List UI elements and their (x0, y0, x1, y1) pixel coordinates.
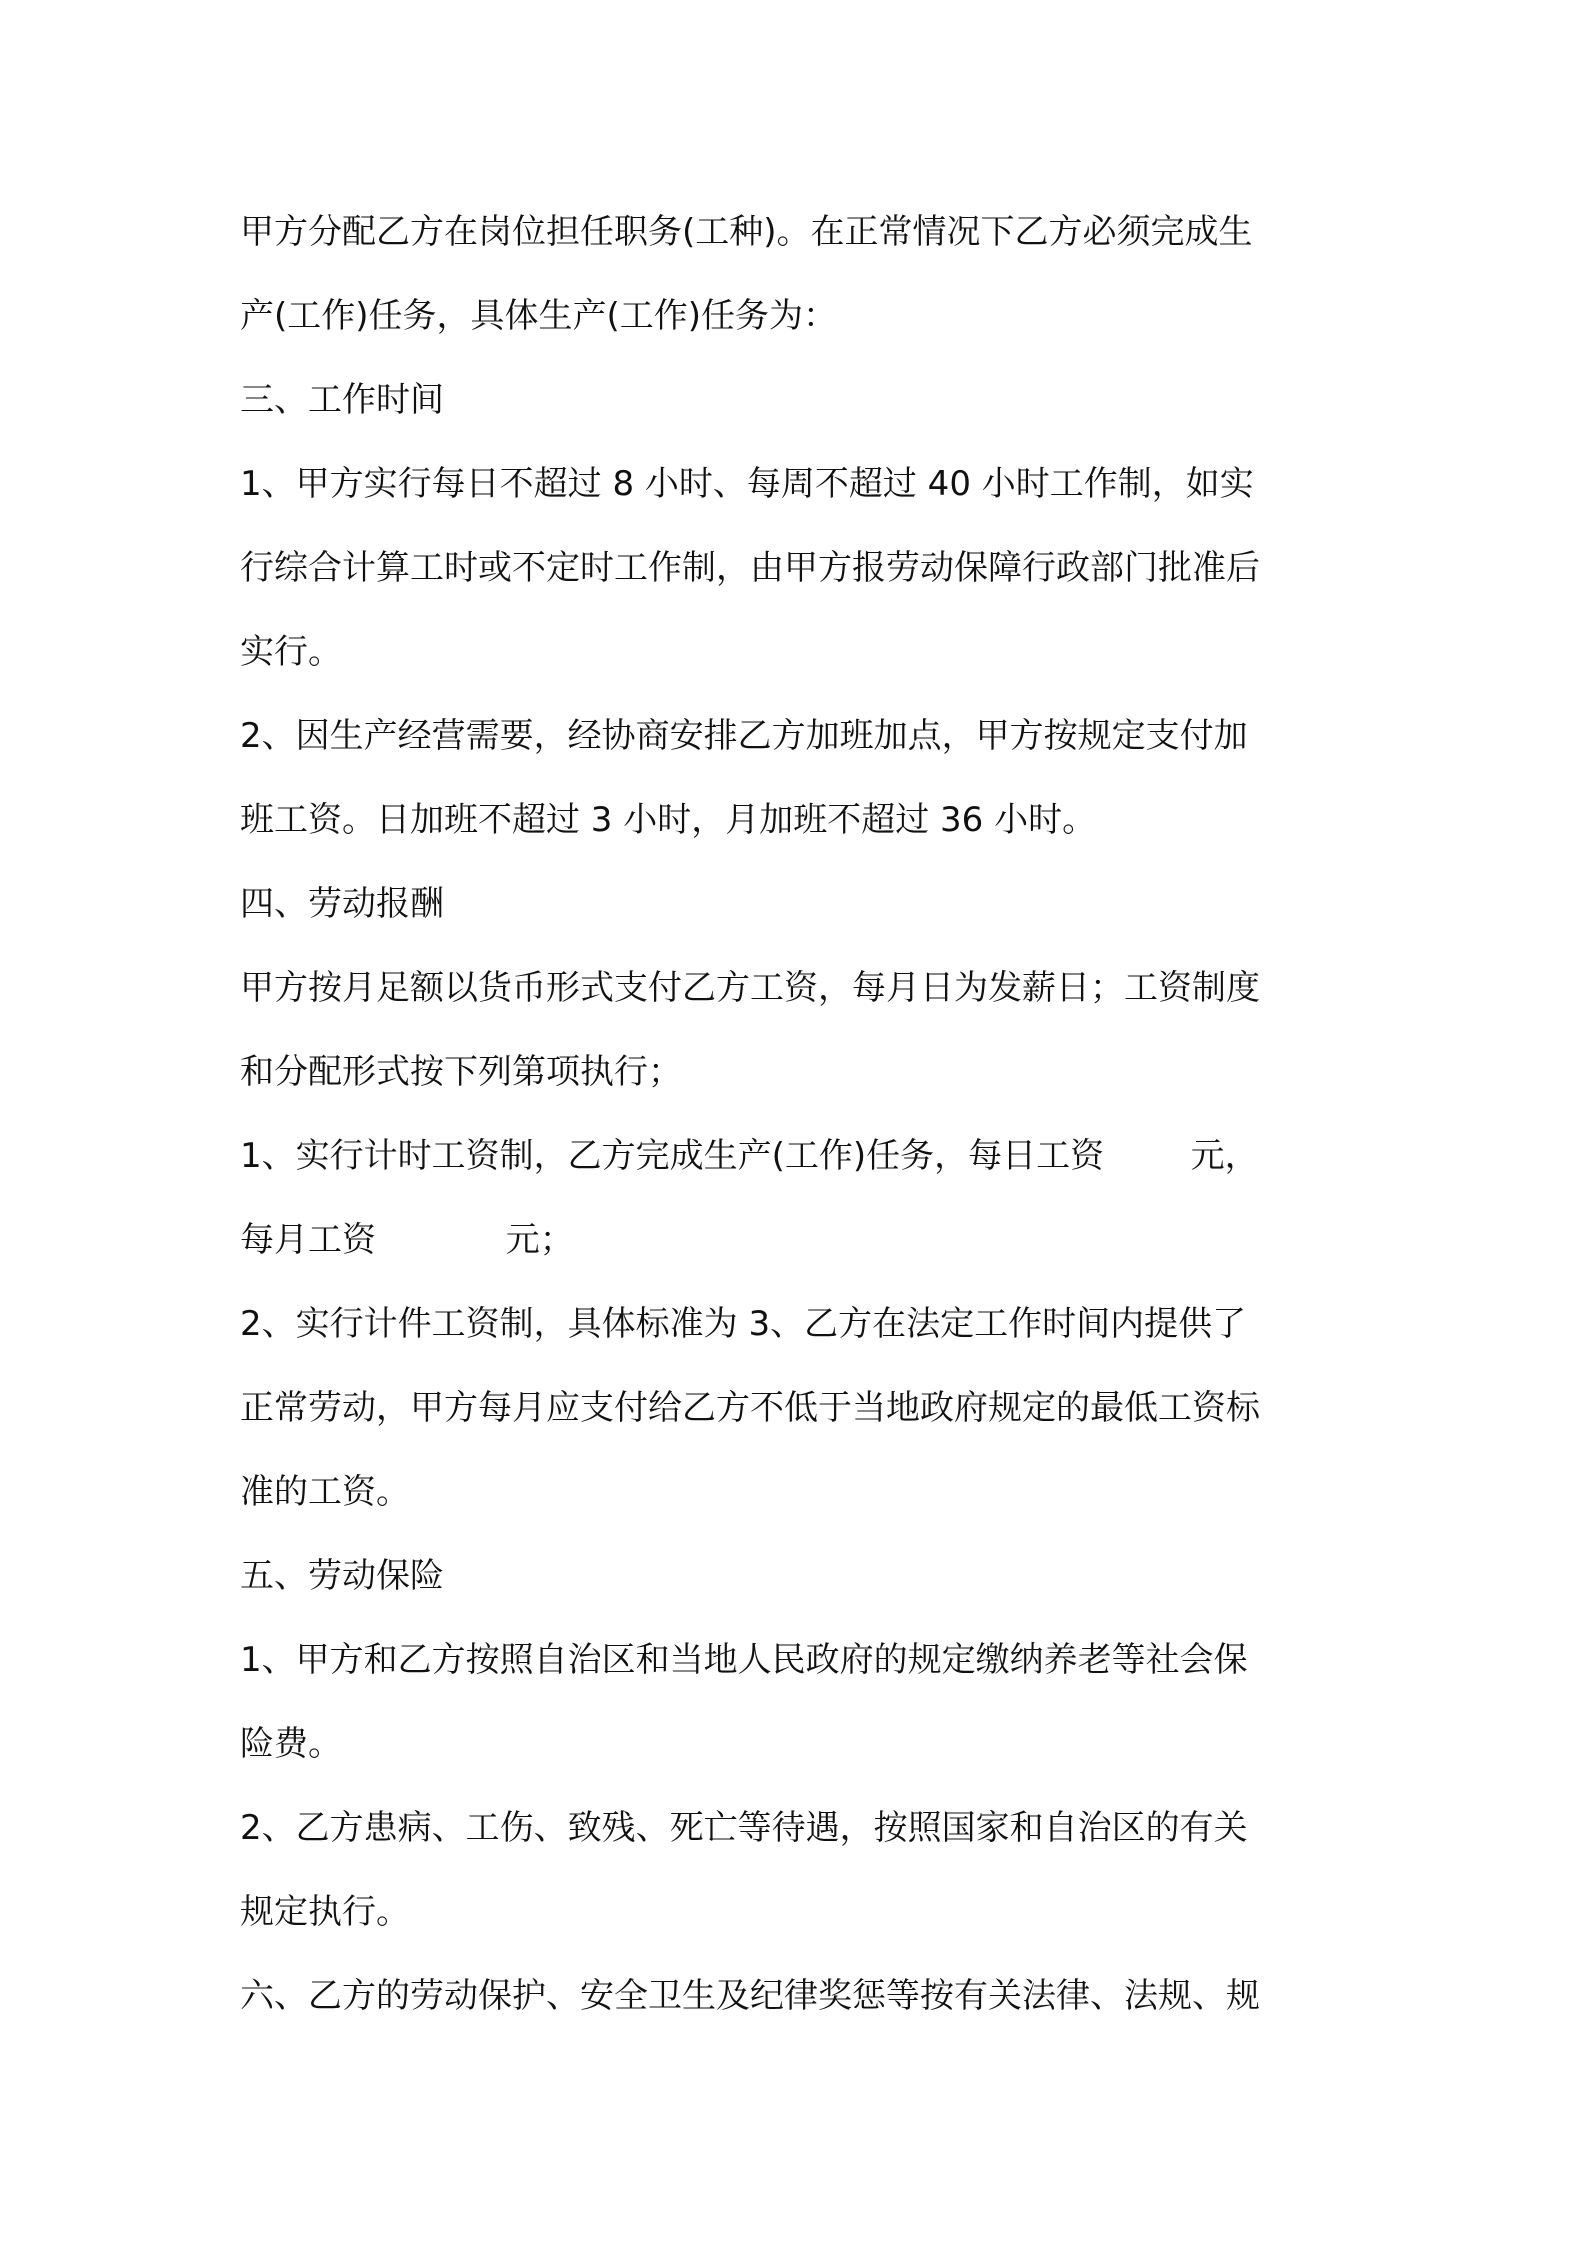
text-line: 险费。 (240, 1724, 342, 1764)
text-line: 产(工作)任务，具体生产(工作)任务为： (240, 296, 838, 336)
text-line: 1、甲方实行每日不超过 8 小时、每周不超过 40 小时工作制，如实 (240, 464, 1254, 504)
text-line: 甲方按月足额以货币形式支付乙方工资，每月日为发薪日；工资制度 (240, 968, 1260, 1008)
text-line: 甲方分配乙方在岗位担任职务(工种)。在正常情况下乙方必须完成生 (240, 212, 1253, 252)
text-line: 每月工资 元； (240, 1220, 574, 1260)
section-heading: 五、劳动保险 (240, 1556, 444, 1596)
text-line: 实行。 (240, 632, 342, 672)
text-line: 行综合计算工时或不定时工作制，由甲方报劳动保障行政部门批准后 (240, 548, 1260, 588)
text-line: 1、甲方和乙方按照自治区和当地人民政府的规定缴纳养老等社会保 (240, 1640, 1248, 1680)
section-heading: 六、乙方的劳动保护、安全卫生及纪律奖惩等按有关法律、法规、规 (240, 1976, 1260, 2016)
text-line: 正常劳动，甲方每月应支付给乙方不低于当地政府规定的最低工资标 (240, 1388, 1260, 1428)
text-line: 班工资。日加班不超过 3 小时，月加班不超过 36 小时。 (240, 800, 1097, 840)
text-line: 1、实行计时工资制，乙方完成生产(工作)任务，每日工资 元， (240, 1136, 1259, 1176)
section-heading: 四、劳动报酬 (240, 884, 444, 924)
text-line: 2、乙方患病、工伤、致残、死亡等待遇，按照国家和自治区的有关 (240, 1808, 1248, 1848)
text-line: 规定执行。 (240, 1892, 410, 1932)
text-line: 2、实行计件工资制，具体标准为 3、乙方在法定工作时间内提供了 (240, 1304, 1247, 1344)
section-heading: 三、工作时间 (240, 380, 444, 420)
text-line: 和分配形式按下列第项执行； (240, 1052, 682, 1092)
text-line: 准的工资。 (240, 1472, 410, 1512)
text-line: 2、因生产经营需要，经协商安排乙方加班加点，甲方按规定支付加 (240, 716, 1248, 756)
